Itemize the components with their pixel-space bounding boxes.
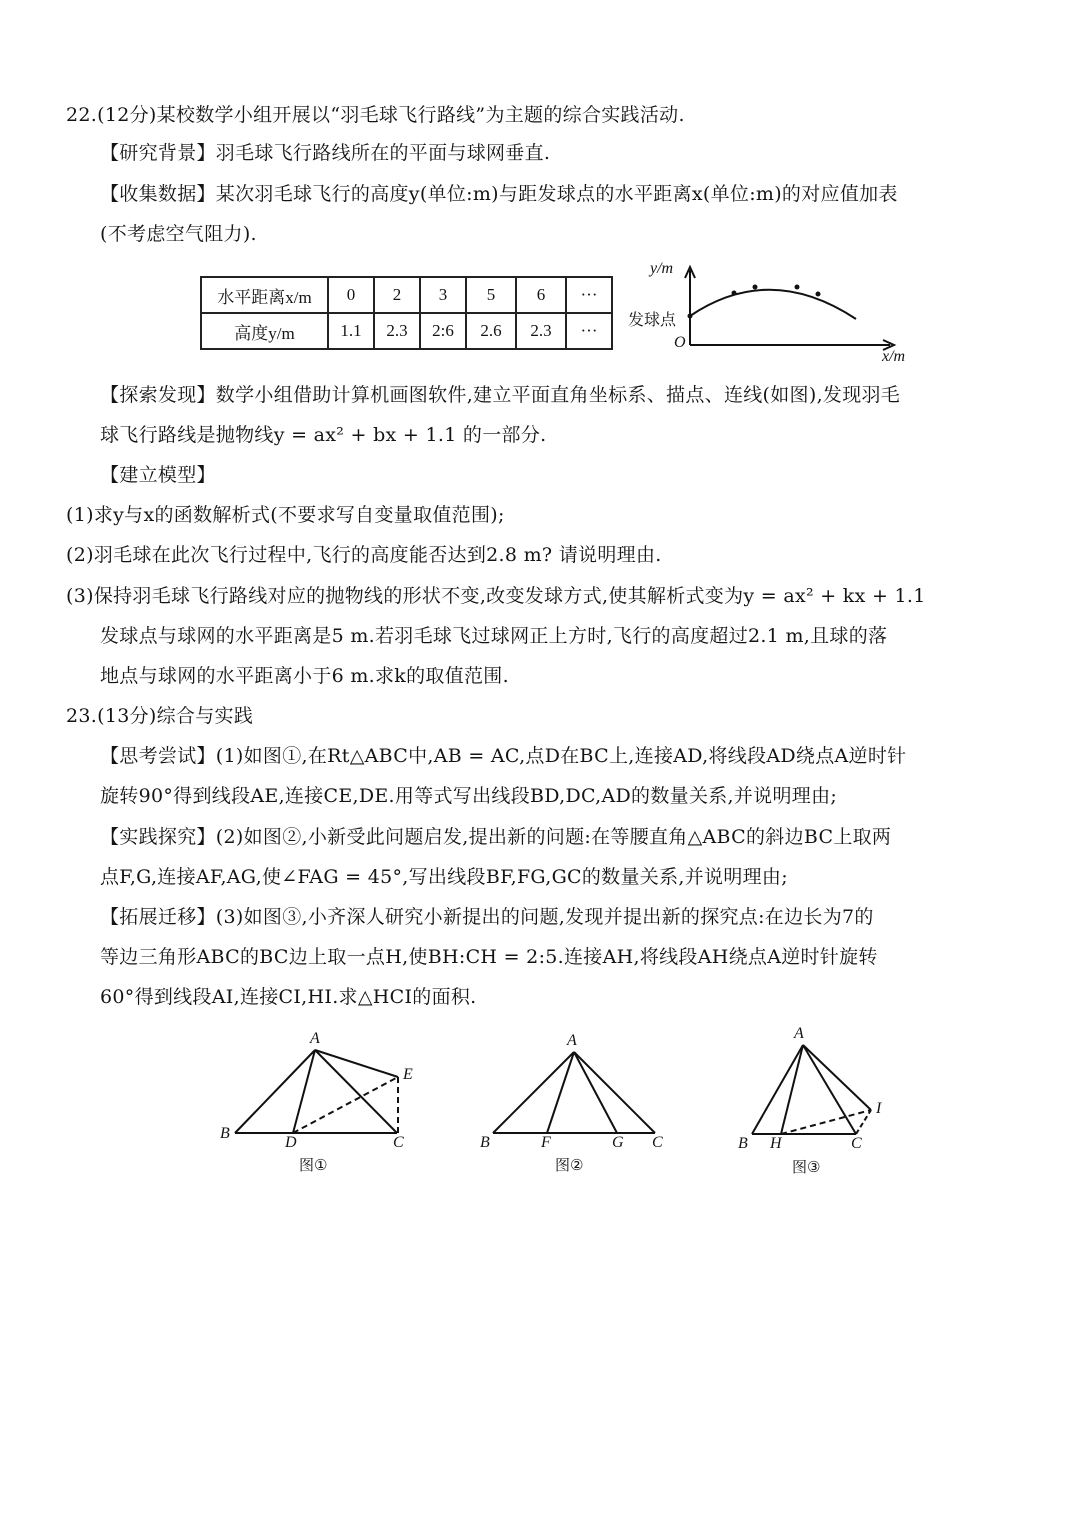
q23-extend-line1: 【拓展迁移】(3)如图③,小齐深人研究小新提出的问题,发现并提出新的探究点:在边长为7的: [100, 906, 874, 928]
q22-background: 【研究背景】羽毛球飞行路线所在的平面与球网垂直.: [100, 142, 551, 164]
fig3-label-a: A: [794, 1025, 804, 1042]
fig3-caption: 图③: [792, 1158, 821, 1176]
table-cell: ···: [566, 277, 612, 313]
q22-part3-line2: 发球点与球网的水平距离是5 m.若羽毛球飞过球网正上方时,飞行的高度超过2.1 m,且球的落: [100, 625, 888, 647]
fig1-label-d: D: [285, 1134, 297, 1151]
table-cell: ···: [566, 313, 612, 349]
table-cell: 0: [328, 277, 374, 313]
table-row-y: [201, 313, 612, 349]
q22-part1: (1)求y与x的函数解析式(不要求写自变量取值范围);: [66, 504, 505, 526]
q23-extend-line2: 等边三角形ABC的BC边上取一点H,使BH:CH = 2:5.连接AH,将线段AH绕点A逆时针旋转: [100, 946, 878, 968]
q22-collect-line2: (不考虑空气阻力).: [100, 223, 257, 245]
fig3-label-b: B: [738, 1135, 748, 1152]
table-cell: 5: [466, 277, 516, 313]
q22-part2: (2)羽毛球在此次飞行过程中,飞行的高度能否达到2.8 m? 请说明理由.: [66, 544, 662, 566]
start-point-label: 发球点: [628, 310, 677, 329]
figure-2: [475, 1030, 685, 1180]
fig1-label-a: A: [310, 1030, 320, 1047]
q23-try-line2: 旋转90°得到线段AE,连接CE,DE.用等式写出线段BD,DC,AD的数量关系,并说明理由;: [100, 785, 838, 807]
q23-practice-line2: 点F,G,连接AF,AG,使∠FAG = 45°,写出线段BF,FG,GC的数量关系,并说明理由;: [100, 866, 788, 888]
q22-title: 22.(12分)某校数学小组开展以“羽毛球飞行路线”为主题的综合实践活动.: [66, 104, 685, 126]
y-axis-label: y/m: [650, 260, 674, 277]
q22-collect-line1: 【收集数据】某次羽毛球飞行的高度y(单位:m)与距发球点的水平距离x(单位:m)的对应值加表: [100, 183, 898, 205]
table-cell: 6: [516, 277, 566, 313]
fig3-label-i: I: [876, 1100, 882, 1117]
fig1-caption: 图①: [299, 1156, 328, 1174]
fig2-label-c: C: [652, 1134, 663, 1151]
table-cell: 1.1: [328, 313, 374, 349]
table-cell: 3: [420, 277, 466, 313]
table-cell: 2.6: [466, 313, 516, 349]
figure-3: [730, 1022, 900, 1180]
table-row-x: [201, 277, 612, 313]
table-header-y: 高度y/m: [201, 313, 328, 349]
fig3-label-c: C: [851, 1135, 862, 1152]
fig2-label-b: B: [480, 1134, 490, 1151]
q22-explore-line1: 【探索发现】数学小组借助计算机画图软件,建立平面直角坐标系、描点、连线(如图),发现羽毛: [100, 384, 901, 406]
parabola-graph: [620, 260, 920, 370]
fig2-label-a: A: [567, 1032, 577, 1049]
fig2-label-g: G: [612, 1134, 624, 1151]
q23-try-line1: 【思考尝试】(1)如图①,在Rt△ABC中,AB = AC,点D在BC上,连接AD,将线段AD绕点A逆时针: [100, 745, 907, 767]
fig1-label-c: C: [393, 1134, 404, 1151]
q23-extend-line3: 60°得到线段AI,连接CI,HI.求△HCI的面积.: [100, 986, 477, 1008]
x-axis-label: x/m: [882, 348, 906, 365]
q22-part3-line1: (3)保持羽毛球飞行路线对应的抛物线的形状不变,改变发球方式,使其解析式变为y = ax² + kx + 1.1: [66, 585, 926, 607]
table-cell: 2.3: [516, 313, 566, 349]
table-cell: 2.3: [374, 313, 420, 349]
table-header-x: 水平距离x/m: [201, 277, 328, 313]
origin-label: O: [674, 334, 686, 351]
q22-model-heading: 【建立模型】: [100, 464, 216, 486]
fig1-label-b: B: [220, 1125, 230, 1142]
data-table: [200, 276, 613, 350]
q22-part3-line3: 地点与球网的水平距离小于6 m.求k的取值范围.: [100, 665, 509, 687]
figure-1: [215, 1030, 435, 1180]
fig2-label-f: F: [541, 1134, 551, 1151]
fig1-label-e: E: [403, 1066, 413, 1083]
table-cell: 2:6: [420, 313, 466, 349]
fig3-label-h: H: [770, 1135, 782, 1152]
q22-explore-line2: 球飞行路线是抛物线y = ax² + bx + 1.1 的一部分.: [100, 424, 547, 446]
table-cell: 2: [374, 277, 420, 313]
fig2-caption: 图②: [555, 1156, 584, 1174]
q23-title: 23.(13分)综合与实践: [66, 705, 254, 727]
q23-practice-line1: 【实践探究】(2)如图②,小新受此问题启发,提出新的问题:在等腰直角△ABC的斜边BC上取两: [100, 826, 892, 848]
